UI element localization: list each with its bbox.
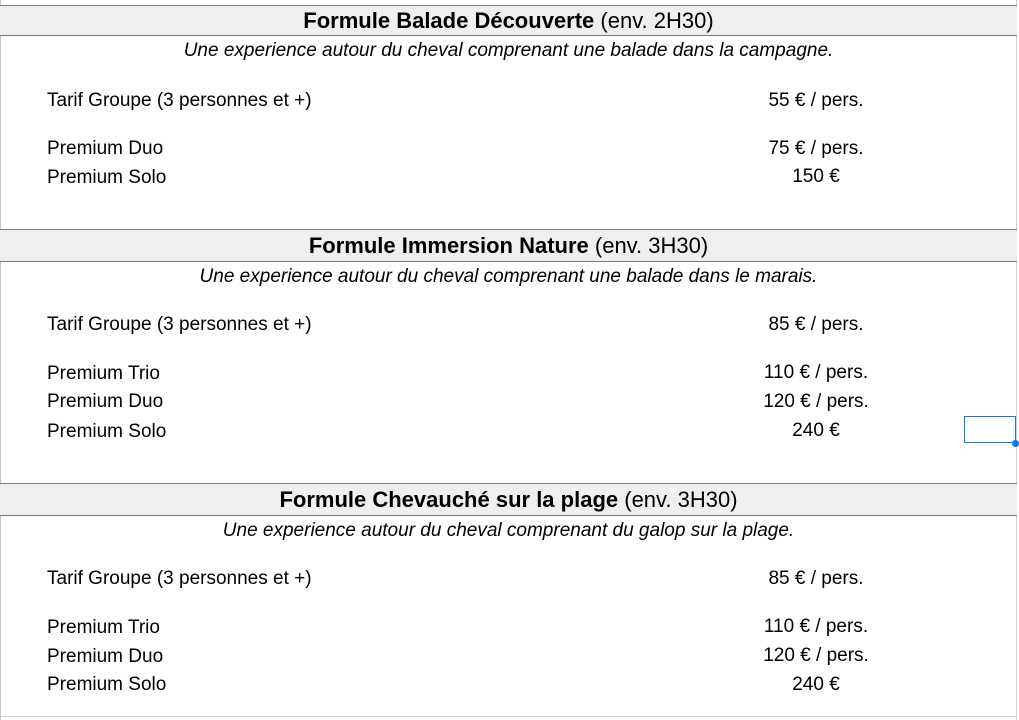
- tariff-label[interactable]: Premium Trio: [47, 617, 160, 638]
- grid-bottom-line: [0, 716, 1017, 717]
- tariff-price[interactable]: 75 € / pers.: [768, 138, 864, 159]
- formule-header[interactable]: [0, 483, 1017, 516]
- tariff-label[interactable]: Tarif Groupe (3 personnes et +): [47, 90, 312, 111]
- tariff-label[interactable]: Premium Duo: [47, 138, 164, 159]
- formule-header[interactable]: [0, 229, 1017, 262]
- tariff-price[interactable]: 150 €: [792, 166, 840, 187]
- formule-duration: (env. 2H30): [594, 8, 714, 33]
- formule-description[interactable]: Une experience autour du cheval comprenant une balade dans la campagne.: [183, 40, 834, 61]
- tariff-price[interactable]: 120 € / pers.: [763, 391, 869, 412]
- tariff-label[interactable]: Premium Solo: [47, 421, 167, 442]
- tariff-label[interactable]: Premium Duo: [47, 646, 164, 667]
- formule-duration: (env. 3H30): [588, 233, 709, 258]
- tariff-label[interactable]: Tarif Groupe (3 personnes et +): [47, 568, 312, 589]
- tariff-label[interactable]: Premium Solo: [47, 674, 167, 695]
- grid-column-divider: [1016, 0, 1017, 720]
- tariff-label[interactable]: Premium Solo: [47, 167, 167, 188]
- tariff-price[interactable]: 120 € / pers.: [763, 645, 869, 666]
- tariff-price[interactable]: 85 € / pers.: [768, 314, 864, 335]
- formule-name: Formule Chevauché sur la plage: [279, 487, 619, 512]
- tariff-label[interactable]: Tarif Groupe (3 personnes et +): [47, 314, 312, 335]
- grid-left-edge: [0, 0, 1, 720]
- formule-name: Formule Immersion Nature: [308, 233, 589, 258]
- formule-duration: (env. 3H30): [618, 487, 738, 512]
- formule-name: Formule Balade Découverte: [303, 8, 595, 33]
- tariff-price[interactable]: 85 € / pers.: [768, 568, 864, 589]
- formule-description[interactable]: Une experience autour du cheval comprenant une balade dans le marais.: [199, 266, 818, 287]
- fill-handle[interactable]: [1012, 440, 1019, 447]
- tariff-price[interactable]: 110 € / pers.: [763, 362, 869, 383]
- tariff-label[interactable]: Premium Duo: [47, 391, 164, 412]
- selected-cell[interactable]: [964, 416, 1016, 443]
- tariff-price[interactable]: 240 €: [792, 420, 840, 441]
- tariff-price[interactable]: 240 €: [792, 674, 840, 695]
- tariff-label[interactable]: Premium Trio: [47, 363, 160, 384]
- tariff-price[interactable]: 110 € / pers.: [763, 616, 869, 637]
- formule-header[interactable]: [0, 5, 1017, 36]
- formule-description[interactable]: Une experience autour du cheval comprenant du galop sur la plage.: [222, 520, 795, 541]
- tariff-price[interactable]: 55 € / pers.: [768, 90, 864, 111]
